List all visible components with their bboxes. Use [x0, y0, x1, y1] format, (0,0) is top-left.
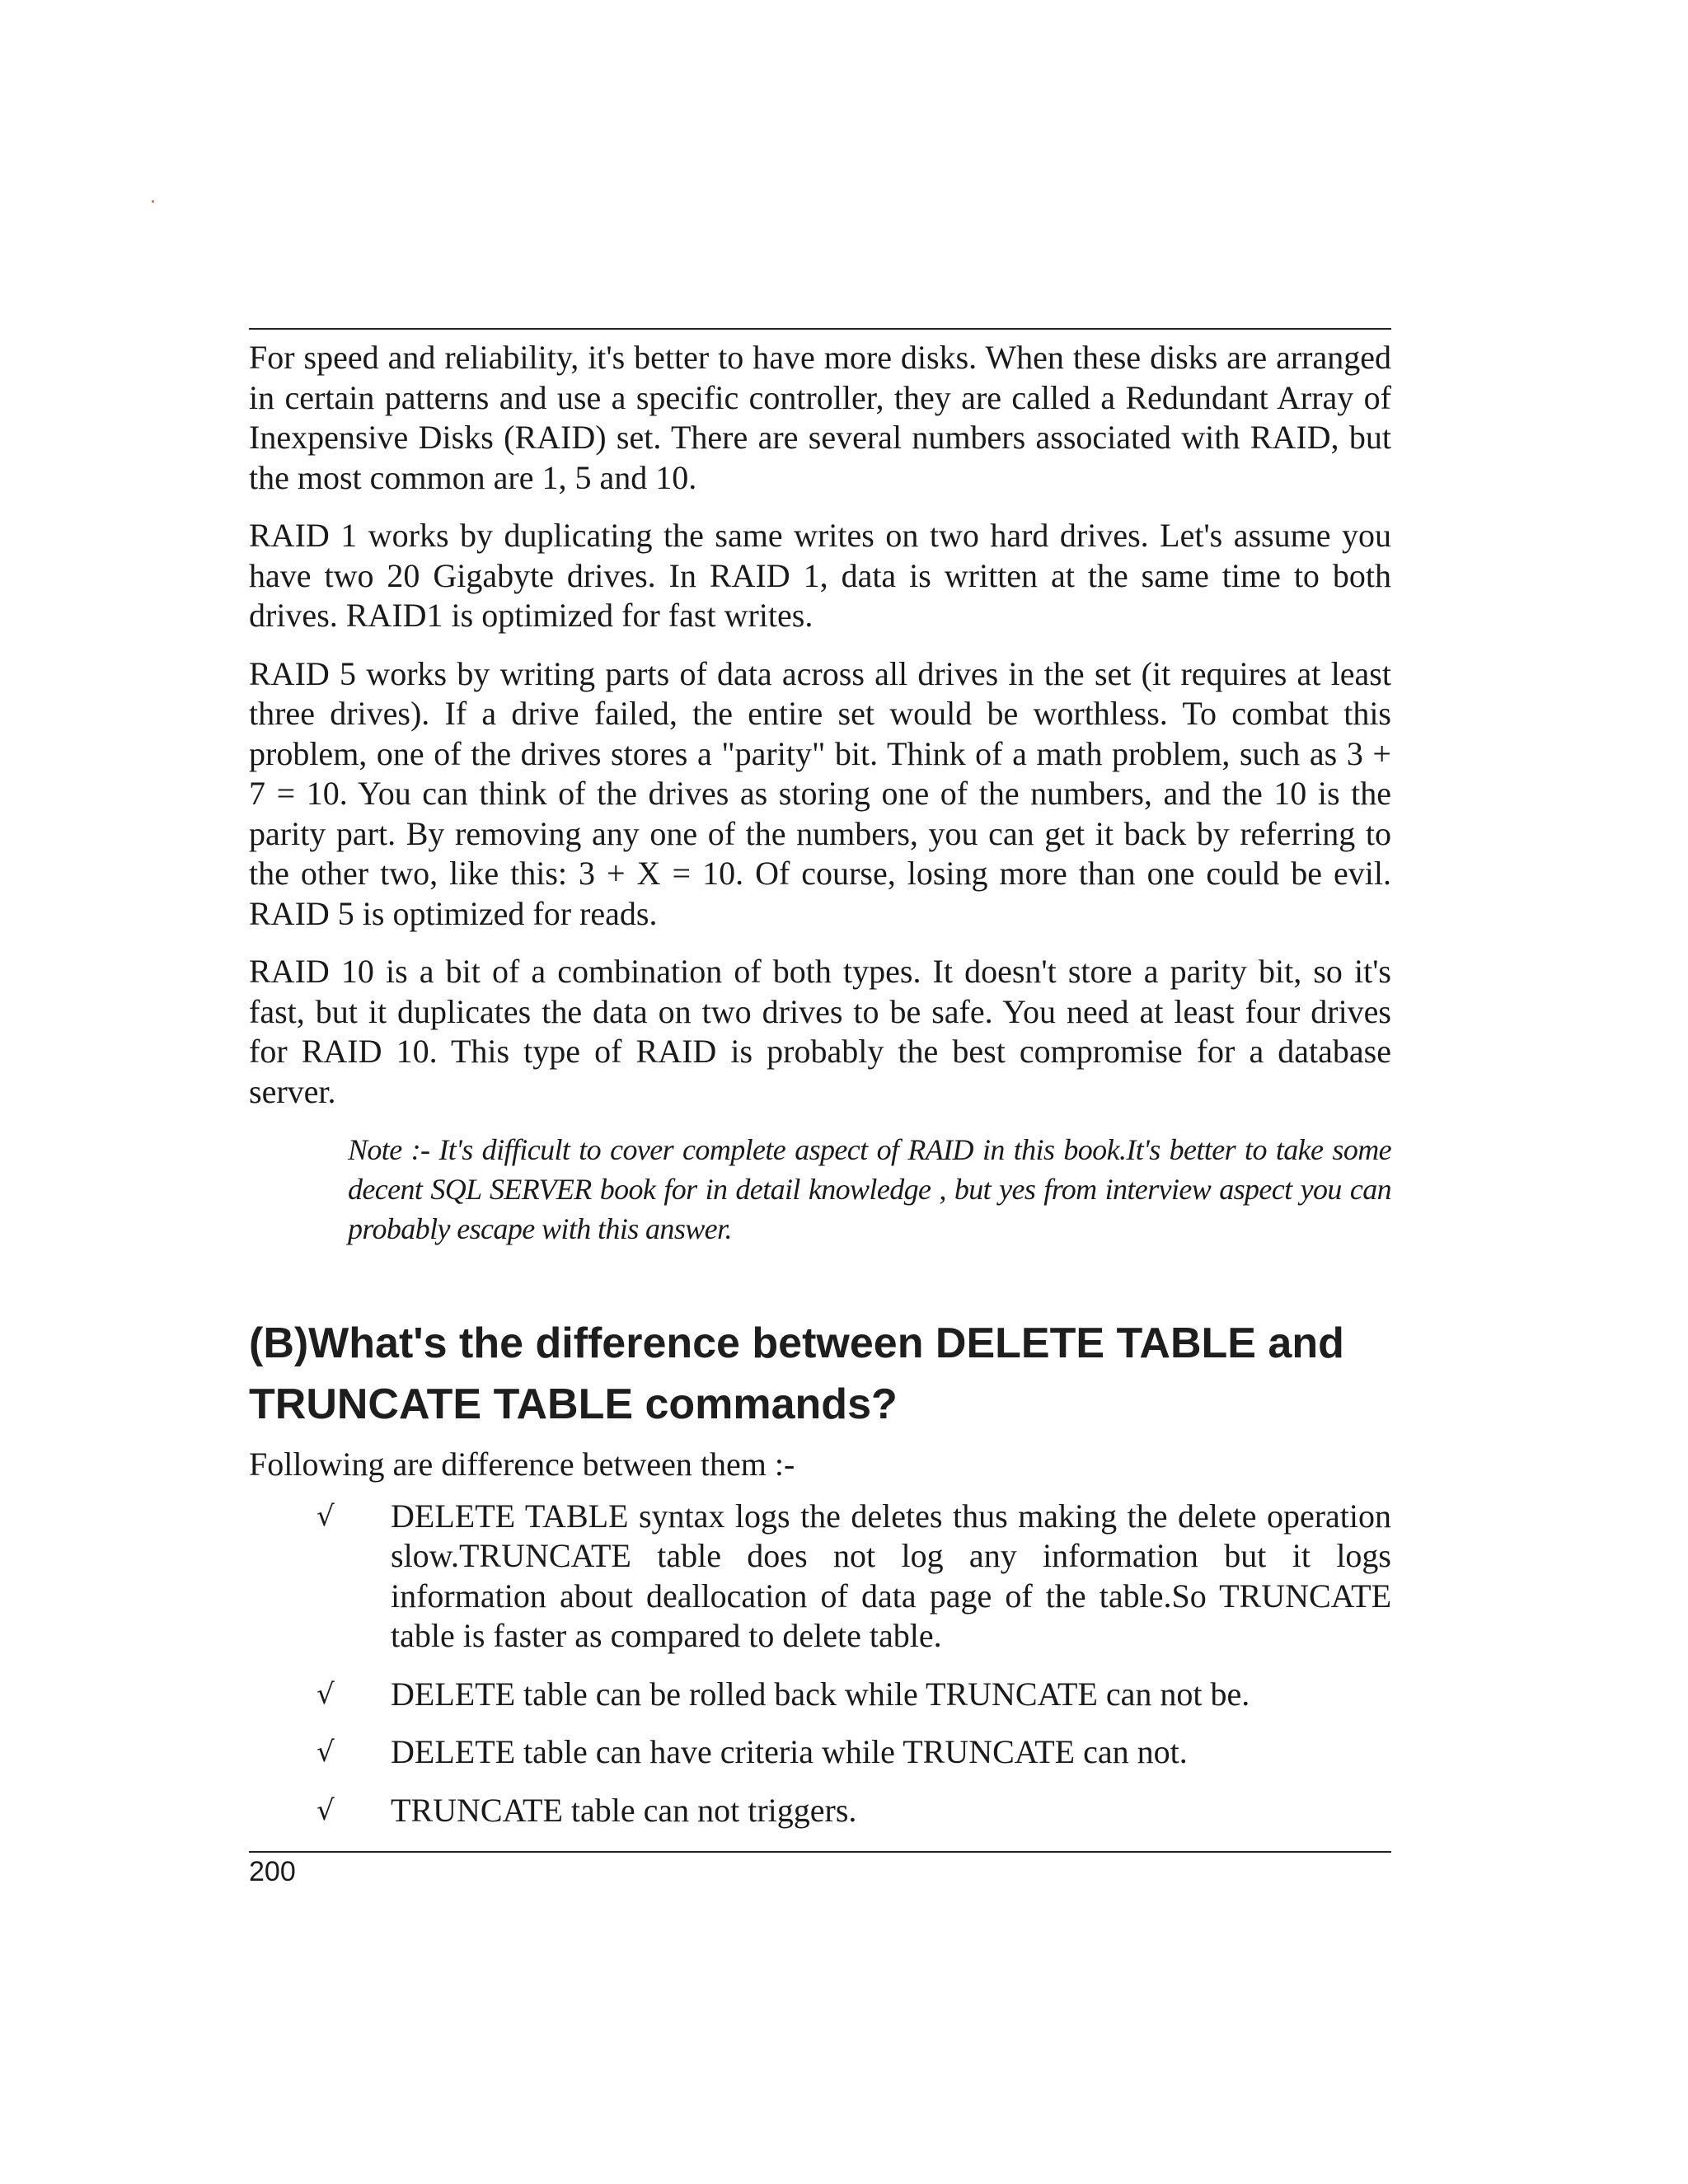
note-text: Note :- It's difficult to cover complete aspect of RAID in this book.It's better to take some decent SQL SERVER book for in detail knowledge , but yes from interview aspect you can probably escape with this answer. — [348, 1133, 1391, 1245]
stray-mark — [152, 200, 154, 203]
list-item-text: DELETE table can have criteria while TRUNCATE can not. — [391, 1733, 1188, 1770]
section-heading — [249, 1313, 1391, 1435]
list-item — [249, 1732, 1391, 1773]
checkmark-icon: √ — [316, 1499, 335, 1533]
checkmark-icon: √ — [316, 1677, 335, 1711]
list-item-text: DELETE TABLE syntax logs the deletes thus making the delete operation slow.TRUNCATE table does not log any information but it logs information about deallocation of data page of the table.So TRUNCATE table is faster as compared to delete table. — [391, 1497, 1391, 1654]
section-heading-line-2: TRUNCATE TABLE commands? — [249, 1380, 898, 1428]
paragraph-raid-10: RAID 10 is a bit of a combination of both types. It doesn't store a parity bit, so it's fast, but it duplicates the data on two drives to be safe. You need at least four drives for RAID 10. This type of RAID is probably the best compromise for a database server. — [249, 953, 1391, 1110]
list-item-text: TRUNCATE table can not triggers. — [391, 1791, 857, 1829]
list-item — [249, 1791, 1391, 1831]
checkmark-icon: √ — [316, 1793, 335, 1827]
page-number: 200 — [249, 1856, 296, 1887]
header-rule — [249, 328, 1391, 330]
paragraph-raid-1: RAID 1 works by duplicating the same writes on two hard drives. Let's assume you have two 20 Gigabyte drives. In RAID 1, data is written at the same time to both drives. RAID1 is optimized for fast writes. — [249, 517, 1391, 634]
list-item — [249, 1497, 1391, 1657]
footer-rule — [249, 1851, 1391, 1853]
paragraph-raid-5: RAID 5 works by writing parts of data across all drives in the set (it requires at least three drives). If a drive failed, the entire set would be worthless. To combat this problem, one of the drives stores a "parity" bit. Think of a math problem, such as 3 + 7 = 10. You can think of the drives as storing one of the numbers, and the 10 is the parity part. By removing any one of the numbers, you can get it back by referring to the other two, like this: 3 + X = 10. Of course, losing more than one could be evil. RAID 5 is optimized for reads. — [249, 654, 1391, 932]
paragraph-raid-intro: For speed and reliability, it's better to have more disks. When these disks are arranged in certain patterns and use a specific controller, they are called a Redundant Array of Inexpensive Disks (RAID) set. There are several numbers associated with RAID, but the most common are 1, 5 and 10. — [249, 339, 1391, 496]
section-heading-line-1: (B)What's the difference between DELETE TABLE and — [249, 1319, 1344, 1367]
checkmark-icon: √ — [316, 1736, 335, 1769]
section-intro: Following are difference between them :- — [249, 1446, 795, 1483]
list-item-text: DELETE table can be rolled back while TRUNCATE can not be. — [391, 1675, 1250, 1713]
list-item — [249, 1675, 1391, 1715]
difference-list — [249, 1497, 1391, 1831]
page-content — [249, 338, 1391, 1849]
